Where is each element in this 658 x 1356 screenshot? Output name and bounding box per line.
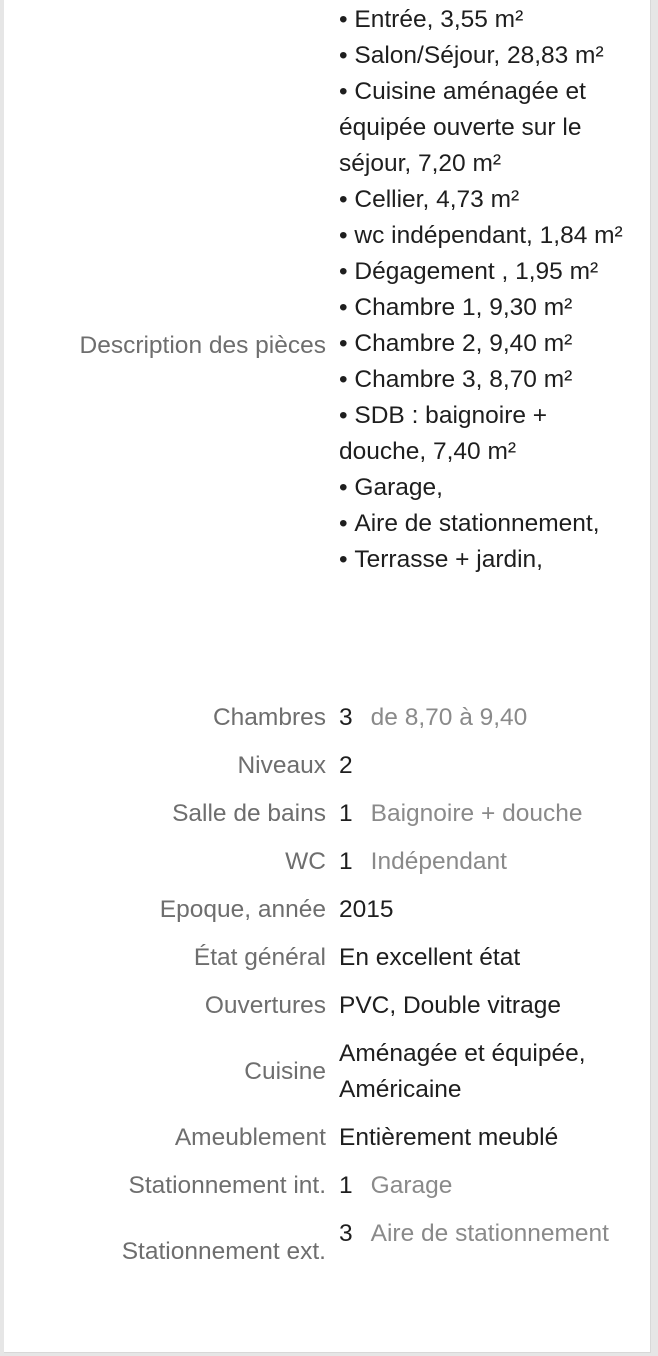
rooms-label: Description des pièces bbox=[79, 332, 326, 359]
room-item-chambre-1: • Chambre 1, 9,30 m² bbox=[339, 290, 629, 326]
property-details-panel bbox=[4, 0, 651, 1353]
cuisine-value: Aménagée et équipée, Américaine bbox=[339, 1040, 586, 1103]
room-item-chambre-3: • Chambre 3, 8,70 m² bbox=[339, 362, 629, 398]
wc-label: WC bbox=[285, 848, 326, 875]
room-item-wc: • wc indépendant, 1,84 m² bbox=[339, 218, 629, 254]
room-item-aire: • Aire de stationnement, bbox=[339, 506, 629, 542]
niveaux-label: Niveaux bbox=[237, 752, 326, 779]
wc-value bbox=[339, 844, 629, 880]
etat-value: En excellent état bbox=[339, 944, 521, 971]
chambres-detail: de 8,70 à 9,40 bbox=[370, 704, 528, 731]
room-item-terrasse: • Terrasse + jardin, bbox=[339, 542, 629, 578]
ameublement-label: Ameublement bbox=[174, 1124, 326, 1151]
stationnement-ext-count: 3 bbox=[339, 1220, 353, 1247]
stationnement-int-label: Stationnement int. bbox=[128, 1172, 326, 1199]
room-item-sdb: • SDB : baignoire + douche, 7,40 m² bbox=[339, 398, 629, 470]
ameublement-value: Entièrement meublé bbox=[339, 1124, 559, 1151]
wc-detail: Indépendant bbox=[370, 848, 507, 875]
stationnement-int-count: 1 bbox=[339, 1172, 353, 1199]
rooms-list bbox=[339, 2, 629, 578]
chambres-count: 3 bbox=[339, 704, 353, 731]
salle-de-bains-detail: Baignoire + douche bbox=[370, 800, 583, 827]
stationnement-ext-detail: Aire de stationnement bbox=[370, 1220, 609, 1247]
salle-de-bains-value bbox=[339, 796, 629, 832]
chambres-label: Chambres bbox=[212, 704, 326, 731]
cuisine-label: Cuisine bbox=[244, 1058, 326, 1085]
room-item-degagement: • Dégagement , 1,95 m² bbox=[339, 254, 629, 290]
ouvertures-value: PVC, Double vitrage bbox=[339, 992, 561, 1019]
epoque-value: 2015 bbox=[339, 896, 394, 923]
room-item-cuisine: • Cuisine aménagée et équipée ouverte sur le séjour, 7,20 m² bbox=[339, 74, 629, 182]
stationnement-int-value bbox=[339, 1168, 629, 1204]
stationnement-ext-label: Stationnement ext. bbox=[121, 1238, 326, 1265]
wc-count: 1 bbox=[339, 848, 353, 875]
stationnement-ext-value bbox=[339, 1216, 629, 1252]
chambres-value bbox=[339, 700, 629, 736]
room-item-salon: • Salon/Séjour, 28,83 m² bbox=[339, 38, 629, 74]
etat-label: État général bbox=[193, 944, 326, 971]
salle-de-bains-count: 1 bbox=[339, 800, 353, 827]
room-item-chambre-2: • Chambre 2, 9,40 m² bbox=[339, 326, 629, 362]
room-item-garage: • Garage, bbox=[339, 470, 629, 506]
niveaux-value: 2 bbox=[339, 752, 353, 779]
room-item-entree: • Entrée, 3,55 m² bbox=[339, 2, 629, 38]
stationnement-int-detail: Garage bbox=[370, 1172, 453, 1199]
epoque-label: Epoque, année bbox=[159, 896, 326, 923]
ouvertures-label: Ouvertures bbox=[204, 992, 326, 1019]
salle-de-bains-label: Salle de bains bbox=[172, 800, 326, 827]
room-item-cellier: • Cellier, 4,73 m² bbox=[339, 182, 629, 218]
